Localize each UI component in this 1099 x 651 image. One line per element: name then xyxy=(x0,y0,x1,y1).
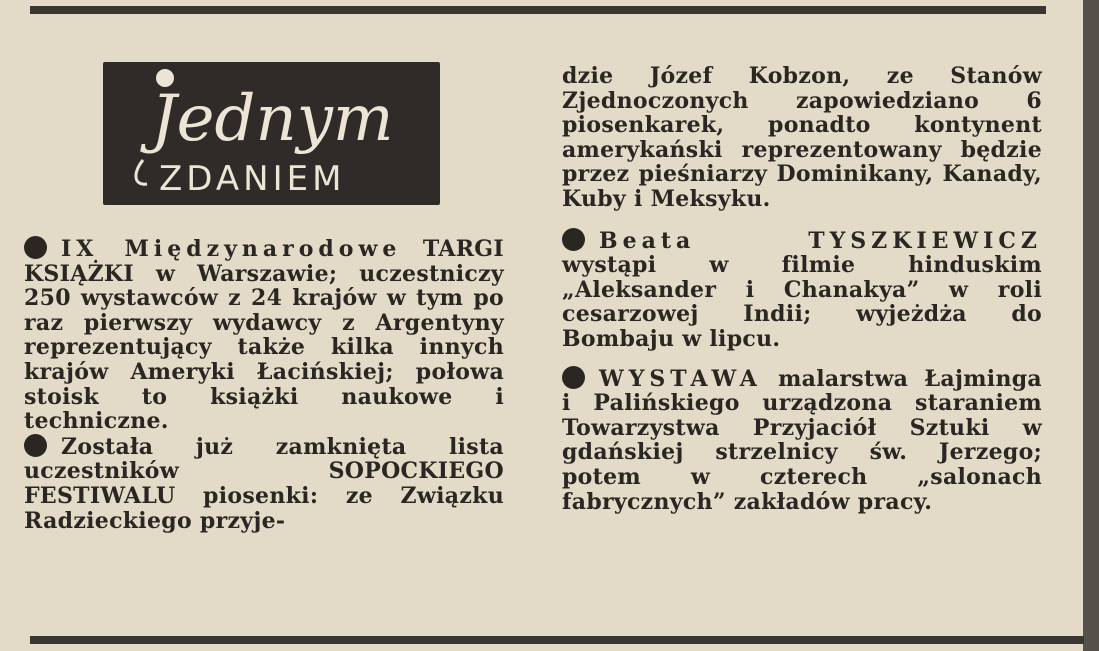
item-text: wystąpi w filmie hinduskim „Aleksander i Chanakya” w roli cesarzowej Indii; wyjeżdża do Bombaju w lipcu. xyxy=(562,252,1042,352)
item-text: Została już zamknięta lista uczestników SOPOCKIEGO FESTIWALU piosenki: ze Związku Radzieckiego przyje- xyxy=(24,433,504,534)
bottom-rule xyxy=(30,636,1084,644)
logo-line2: ZDANIEM xyxy=(159,159,346,199)
page-edge xyxy=(1083,0,1099,651)
news-item-tyszkiewicz xyxy=(562,228,1042,352)
right-column xyxy=(562,64,1042,514)
item-lead: Beata TYSZKIEWICZ xyxy=(599,227,1042,254)
bullet-icon xyxy=(562,366,585,389)
item-text: TARGI KSIĄŻKI w Warszawie; uczestniczy 250 wystawców z 24 krajów w tym po raz pierwszy wydawcy z Argentyny reprezentujący także kilka innych krajów Ameryki Łacińskiej; połowa stoisk to książki naukowe i techniczne. xyxy=(24,236,504,435)
news-item-targi xyxy=(24,236,504,434)
logo-swash xyxy=(136,160,147,184)
top-rule xyxy=(30,6,1046,14)
news-item-festiwal-continued: dzie Józef Kobzon, ze Stanów Zjednoczonych zapowiedziano 6 piosenkarek, ponadto kontynent amerykański reprezentowany będzie przez pieśniarzy Dominikany, Kanady, Kuby i Meksyku. xyxy=(562,63,1042,212)
news-item-wystawa xyxy=(562,366,1042,515)
item-lead: WYSTAWA xyxy=(599,365,762,392)
logo-line1: Jednym xyxy=(151,82,394,156)
bullet-icon xyxy=(24,434,47,457)
left-column xyxy=(24,236,504,533)
item-lead: IX Międzynarodowe xyxy=(61,236,402,262)
bullet-icon xyxy=(562,228,585,251)
section-logo xyxy=(103,62,440,205)
news-item-festiwal xyxy=(24,434,504,533)
bullet-icon xyxy=(24,236,47,259)
item-text: malarstwa Łajminga i Palińskiego urządzona staraniem Towarzystwa Przyjaciół Sztuki w gdańskiej strzelnicy św. Jerzego; potem w czterech „salonach fabrycznych” zakładów pracy. xyxy=(562,365,1042,515)
logo-lettering xyxy=(103,62,440,205)
